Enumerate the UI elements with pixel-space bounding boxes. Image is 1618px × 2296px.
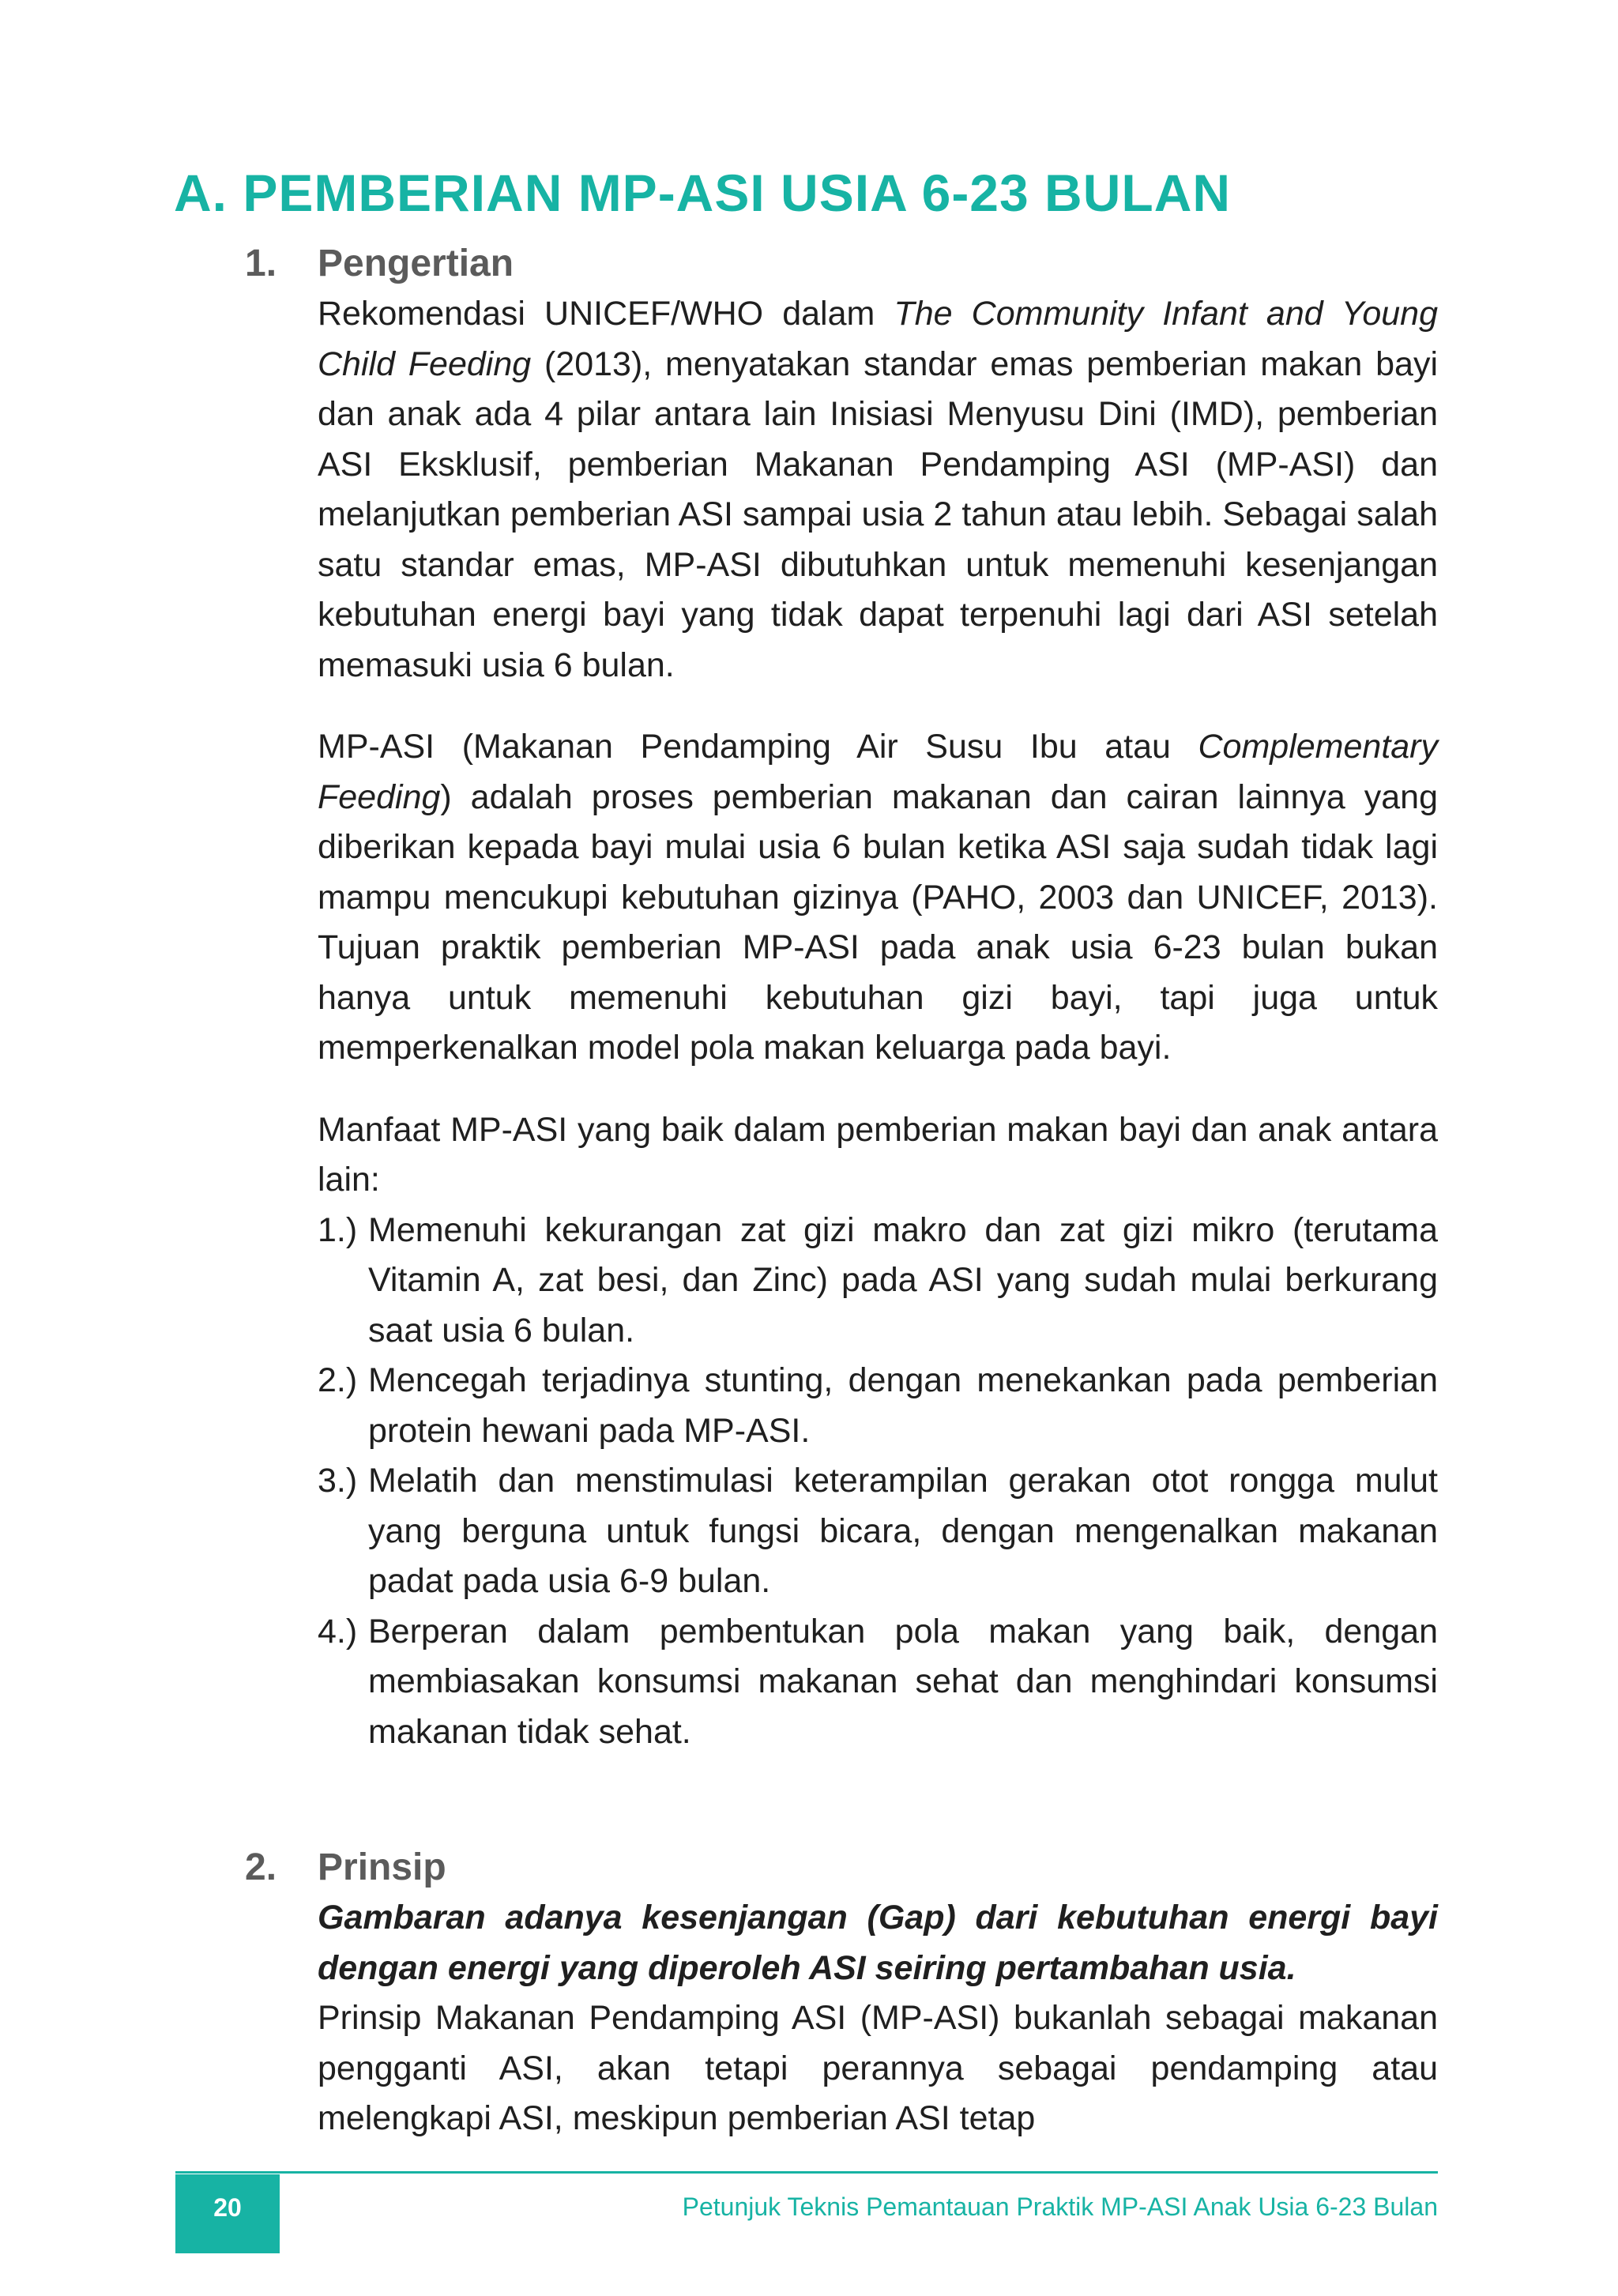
text-run: MP-ASI (Makanan Pendamping Air Susu Ibu atau [318, 728, 1198, 766]
section-title: Pengertian [318, 243, 514, 284]
list-text: Berperan dalam pembentukan pola makan yang baik, dengan membiasakan konsumsi makanan sehat dan menghindari konsumsi makanan tidak sehat. [368, 1612, 1438, 1751]
section-title: Prinsip [318, 1846, 446, 1888]
footer-rule [175, 2171, 1438, 2174]
list-item [318, 1206, 1438, 1357]
paragraph: Manfaat MP-ASI yang baik dalam pemberian makan bayi dan anak antara lain: [318, 1110, 1438, 1199]
list-item [318, 1607, 1438, 1758]
running-title: Petunjuk Teknis Pemantauan Praktik MP-ASI Anak Usia 6-23 Bulan [682, 2192, 1438, 2221]
text-run: (2013), menyatakan standar emas pemberian makan bayi dan anak ada 4 pilar antara lain Inisiasi Menyusu Dini (IMD), pemberian ASI Eksklusif, pemberian Makanan Pendamping ASI (MP-ASI) dan melanjutkan pemberian ASI sampai usia 2 tahun atau lebih. Sebagai salah satu standar emas, MP-ASI dibutuhkan untuk memenuhi kesenjangan kebutuhan energi bayi yang tidak dapat terpenuhi lagi dari ASI setelah memasuki usia 6 bulan. [318, 344, 1438, 684]
list-item [318, 1456, 1438, 1607]
page-number: 20 [175, 2174, 280, 2253]
section-number: 2. [245, 1846, 277, 1888]
paragraph [318, 722, 1438, 1074]
text-run: Rekomendasi UNICEF/WHO dalam [318, 295, 894, 333]
paragraph [318, 289, 1438, 691]
italic-title: The Community Infant and Young Child Feeding [318, 295, 1438, 383]
page-title: A. PEMBERIAN MP-ASI USIA 6-23 BULAN [174, 164, 1232, 222]
list-number: 3.) [318, 1462, 358, 1500]
section-number: 1. [245, 243, 277, 284]
list-number: 4.) [318, 1612, 358, 1650]
paragraph: Prinsip Makanan Pendamping ASI (MP-ASI) bukanlah sebagai makanan pengganti ASI, akan tetapi perannya sebagai pendamping atau melengkapi ASI, meskipun pemberian ASI tetap [318, 1999, 1438, 2137]
section-heading [245, 242, 1438, 289]
list-text: Melatih dan menstimulasi keterampilan gerakan otot rongga mulut yang berguna untuk fungsi bicara, dengan mengenalkan makanan padat pada usia 6-9 bulan. [368, 1462, 1438, 1600]
italic-term: Complementary Feeding [318, 728, 1438, 816]
lead-statement: Gambaran adanya kesenjangan (Gap) dari kebutuhan energi bayi dengan energi yang diperoleh ASI seiring pertambahan usia. [318, 1899, 1438, 1987]
list-item [318, 1356, 1438, 1456]
list-number: 1.) [318, 1210, 358, 1249]
section-content [318, 289, 1438, 1757]
section-pengertian [245, 242, 1438, 1757]
section-prinsip [245, 1846, 1438, 2144]
section-heading [245, 1846, 1438, 1893]
list-number: 2.) [318, 1361, 358, 1399]
list-text: Mencegah terjadinya stunting, dengan menekankan pada pemberian protein hewani pada MP-ASI. [368, 1361, 1438, 1450]
list-text: Memenuhi kekurangan zat gizi makro dan zat gizi mikro (terutama Vitamin A, zat besi, dan Zinc) pada ASI yang sudah mulai berkurang saat usia 6 bulan. [368, 1210, 1438, 1349]
text-run: ) adalah proses pemberian makanan dan cairan lainnya yang diberikan kepada bayi mulai usia 6 bulan ketika ASI saja sudah tidak lagi mampu mencukupi kebutuhan gizinya (PAHO, 2003 dan UNICEF, 2013). Tujuan praktik pemberian MP-ASI pada anak usia 6-23 bulan bukan hanya untuk memenuhi kebutuhan gizi bayi, tapi juga untuk memperkenalkan model pola makan keluarga pada bayi. [318, 777, 1438, 1067]
benefits-list [318, 1206, 1438, 1758]
section-content [318, 1893, 1438, 2144]
